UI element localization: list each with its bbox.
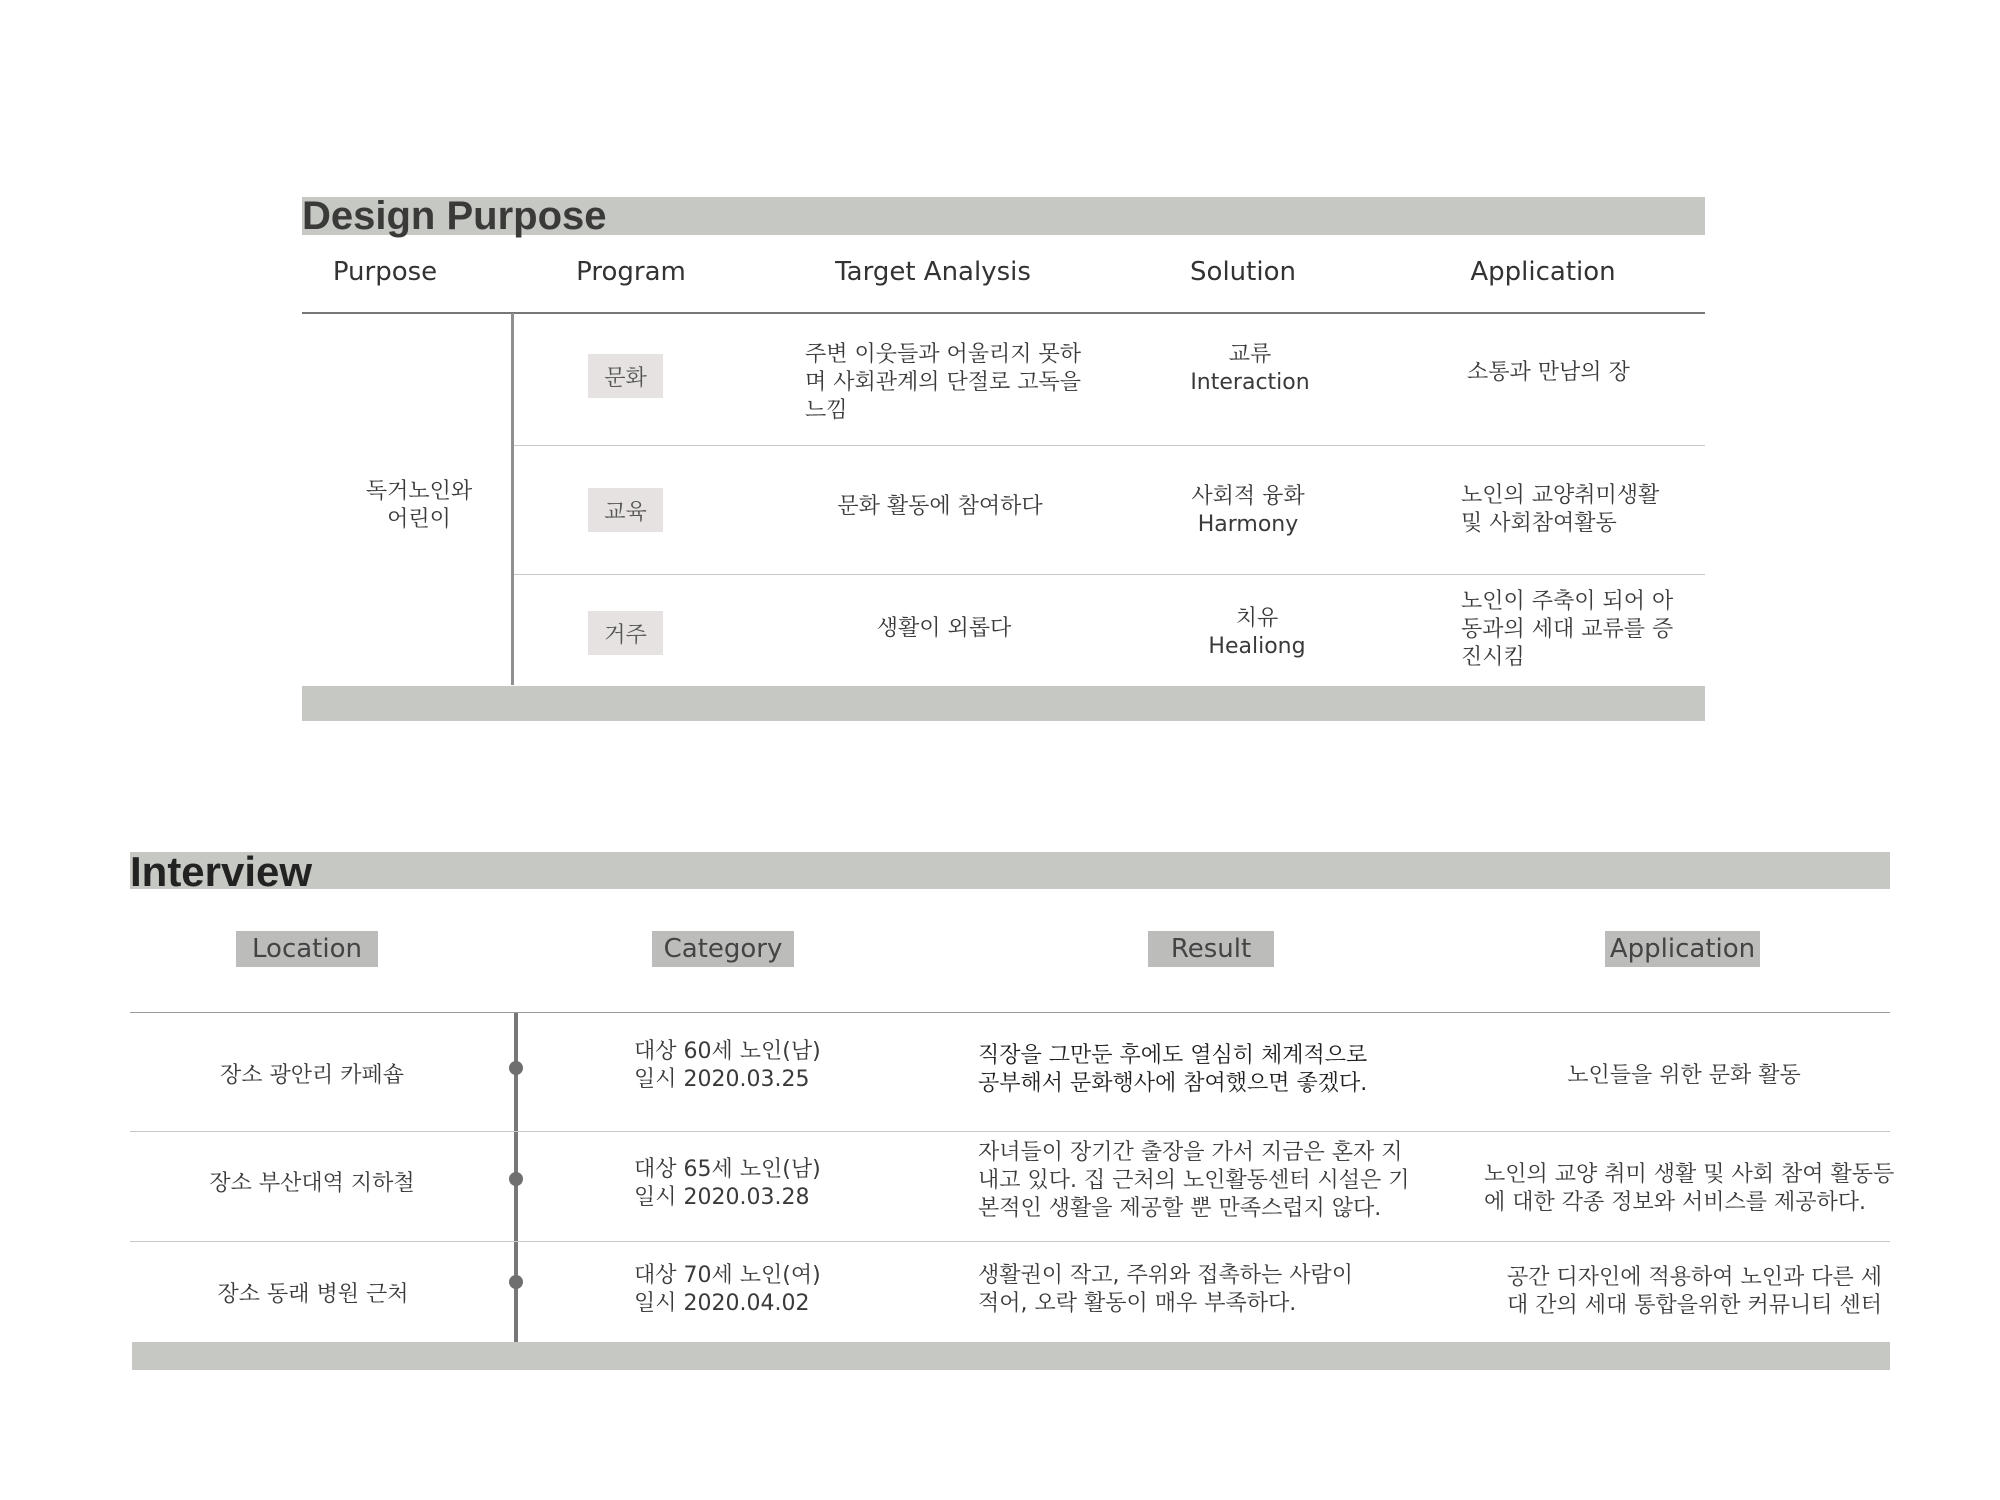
- location-cell: 장소 부산대역 지하철: [209, 1171, 415, 1196]
- interview-header-application: Application: [1605, 931, 1760, 967]
- target-analysis-cell: 생활이 외롭다: [876, 616, 1012, 641]
- interview-title: Interview: [130, 848, 313, 895]
- design-purpose-title: Design Purpose: [302, 194, 607, 238]
- timeline-dot: [509, 1275, 523, 1289]
- solution-cell: 치유 Healiong: [1208, 606, 1306, 659]
- design-purpose-row-divider: [514, 574, 1705, 575]
- interview-header-location: Location: [236, 931, 378, 967]
- header-purpose: Purpose: [332, 257, 438, 287]
- interview-footer-band: [132, 1342, 1890, 1370]
- design-purpose-footer-band: [302, 686, 1705, 721]
- header-solution: Solution: [1190, 257, 1296, 287]
- category-cell: 대상 60세 노인(남) 일시 2020.03.25: [634, 1039, 821, 1092]
- interview-row-divider: [130, 1241, 1890, 1242]
- header-program: Program: [576, 257, 686, 287]
- result-cell: 직장을 그만둔 후에도 열심히 체계적으로 공부해서 문화행사에 참여했으면 좋겠다.: [978, 1043, 1368, 1096]
- target-analysis-cell: 주변 이웃들과 어울리지 못하 며 사회관계의 단절로 고독을 느낌: [805, 342, 1082, 423]
- application-cell: 공간 디자인에 적용하여 노인과 다른 세 대 간의 세대 통합을위한 커뮤니티 센터: [1507, 1265, 1882, 1318]
- program-tag: 거주: [588, 611, 663, 655]
- category-cell: 대상 70세 노인(여) 일시 2020.04.02: [634, 1263, 821, 1316]
- result-cell: 자녀들이 장기간 출장을 가서 지금은 혼자 지 내고 있다. 집 근처의 노인활동센터 시설은 기 본적인 생활을 제공할 뿐 만족스럽지 않다.: [978, 1140, 1410, 1221]
- target-analysis-cell: 문화 활동에 참여하다: [837, 494, 1043, 519]
- interview-header-rule: [130, 1012, 1890, 1013]
- result-cell: 생활권이 작고, 주위와 접촉하는 사람이 적어, 오락 활동이 매우 부족하다.: [978, 1263, 1353, 1316]
- solution-cell: 교류 Interaction: [1190, 342, 1310, 395]
- interview-title-band: [130, 852, 1890, 889]
- interview-row-divider: [130, 1131, 1890, 1132]
- application-cell: 노인의 교양취미생활 및 사회참여활동: [1461, 483, 1660, 536]
- interview-header-result: Result: [1148, 931, 1274, 967]
- location-cell: 장소 광안리 카페숍: [219, 1063, 405, 1088]
- category-cell: 대상 65세 노인(남) 일시 2020.03.28: [634, 1157, 821, 1210]
- design-purpose-row-divider: [514, 445, 1705, 446]
- purpose-cell: 독거노인와 어린이: [365, 479, 473, 532]
- header-application: Application: [1470, 257, 1616, 287]
- solution-cell: 사회적 융화 Harmony: [1191, 484, 1305, 537]
- timeline-dot: [509, 1061, 523, 1075]
- program-tag: 문화: [588, 354, 663, 398]
- design-purpose-divider: [511, 313, 514, 685]
- header-target-analysis: Target Analysis: [835, 257, 1031, 287]
- program-tag: 교육: [588, 488, 663, 532]
- application-cell: 노인들을 위한 문화 활동: [1567, 1063, 1801, 1088]
- application-cell: 소통과 만남의 장: [1467, 360, 1630, 385]
- interview-header-category: Category: [652, 931, 794, 967]
- application-cell: 노인이 주축이 되어 아 동과의 세대 교류를 증 진시킴: [1461, 589, 1674, 670]
- application-cell: 노인의 교양 취미 생활 및 사회 참여 활동등 에 대한 각종 정보와 서비스를 제공하다.: [1484, 1162, 1895, 1215]
- timeline-dot: [509, 1172, 523, 1186]
- location-cell: 장소 동래 병원 근처: [217, 1282, 409, 1307]
